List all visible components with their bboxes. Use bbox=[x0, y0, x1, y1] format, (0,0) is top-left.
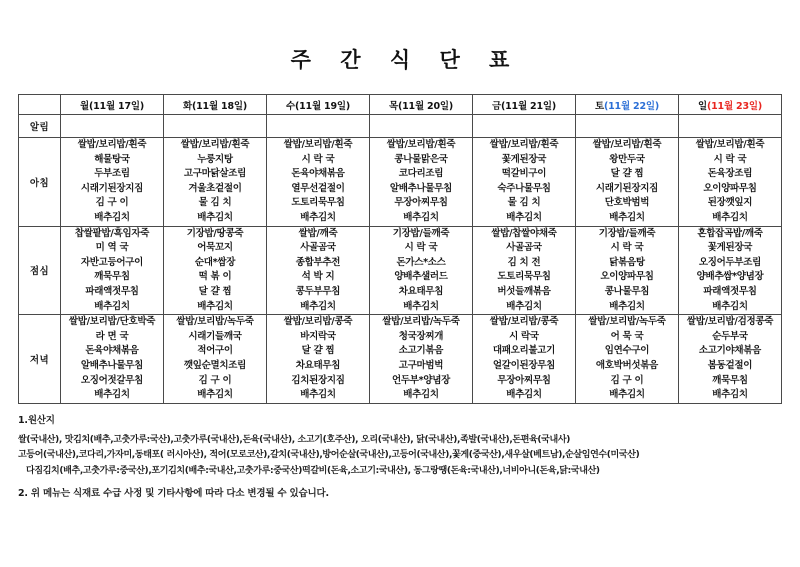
meal-cell-저녁-sat bbox=[576, 315, 679, 404]
dish-item: 콩두부무침 bbox=[295, 285, 341, 297]
dish-item: 배추김치 bbox=[300, 211, 336, 223]
dish-item: 콩나물맑은국 bbox=[394, 153, 448, 165]
dish-item: 바지락국 bbox=[300, 330, 336, 342]
dish-item: 무장아찌무침 bbox=[394, 197, 448, 209]
meal-cell-저녁-fri bbox=[473, 315, 576, 404]
dish-item: 미 역 국 bbox=[95, 242, 129, 254]
table-header bbox=[19, 95, 782, 115]
column-header-sat bbox=[576, 95, 679, 115]
table-body bbox=[19, 115, 782, 404]
dish-item: 물 김 치 bbox=[198, 197, 232, 209]
dish-item: 배추김치 bbox=[403, 389, 439, 401]
dish-item: 오이양파무침 bbox=[600, 271, 654, 283]
meal-cell-아침-fri bbox=[473, 138, 576, 227]
dish-item: 순대*쌈장 bbox=[194, 256, 236, 268]
dish-item: 기장밥/땅콩죽 bbox=[186, 227, 244, 239]
dish-item: 배추김치 bbox=[300, 300, 336, 312]
day-date-mon: (11월 17일) bbox=[88, 100, 144, 112]
meal-cell-아침-thu bbox=[370, 138, 473, 227]
dish-item: 겨울초겉절이 bbox=[188, 182, 242, 194]
dish-item: 자반고등어구이 bbox=[80, 256, 144, 268]
dish-item: 깨묵무침 bbox=[712, 374, 748, 386]
dish-item: 배추김치 bbox=[94, 389, 130, 401]
meal-cell-점심-mon bbox=[61, 226, 164, 315]
dish-item: 버섯들깨볶음 bbox=[497, 285, 551, 297]
meal-cell-저녁-sun bbox=[679, 315, 782, 404]
meal-cell-알림-fri bbox=[473, 115, 576, 138]
dish-item: 된장깻잎지 bbox=[707, 197, 753, 209]
day-name-sun: 일 bbox=[698, 100, 707, 112]
dish-item: 언두부*양념장 bbox=[392, 374, 450, 386]
dish-item: 쌀밥/보리밥/검정콩죽 bbox=[686, 316, 774, 328]
dish-item: 기장밥/들깨죽 bbox=[392, 227, 450, 239]
dish-item: 배추김치 bbox=[609, 300, 645, 312]
dish-item: 쌀밥/보리밥/흰죽 bbox=[489, 139, 559, 150]
dish-item: 꽃게된장국 bbox=[501, 153, 547, 165]
origin-line-3: 다짐김치(배추,고춧가루:중국산),포기김치(배추:국내산,고춧가루:중국산)떡갈비(돈육,소고기:국내산), 동그랑땡(돈육:국내산),너비아니(돈육,닭:국내산) bbox=[26, 465, 600, 476]
table-row-저녁 bbox=[19, 315, 782, 404]
dish-item: 배추김치 bbox=[506, 211, 542, 223]
dish-item: 쌀밥/보리밥/흰죽 bbox=[283, 139, 353, 150]
column-header-tue bbox=[164, 95, 267, 115]
column-header-sun bbox=[679, 95, 782, 115]
dish-item: 배추김치 bbox=[609, 211, 645, 223]
dish-item: 열무선겉절이 bbox=[291, 182, 345, 194]
column-header-mon bbox=[61, 95, 164, 115]
dish-item: 배추김치 bbox=[403, 300, 439, 312]
day-date-tue: (11월 18일) bbox=[191, 100, 247, 112]
meal-cell-점심-thu bbox=[370, 226, 473, 315]
dish-item: 오징어두부조림 bbox=[698, 256, 762, 268]
origin-line-2: 고등어(국내산),코다리,가자미,동태포( 러시아산), 적어(모로코산),갈치(국내산),방어순살(국내산),고등어(국내산),꽃게(중국산),새우살(베트남),순살임연수(미국산) bbox=[18, 450, 640, 461]
meal-cell-저녁-thu bbox=[370, 315, 473, 404]
column-header-wed bbox=[267, 95, 370, 115]
day-name-tue: 화 bbox=[183, 100, 192, 112]
dish-item: 종합부추전 bbox=[295, 256, 341, 268]
dish-item: 적어구이 bbox=[197, 345, 233, 357]
dish-item: 시래기된장지짐 bbox=[80, 182, 144, 194]
dish-item: 쌀밥/보리밥/흰죽 bbox=[695, 139, 765, 150]
meal-cell-저녁-wed bbox=[267, 315, 370, 404]
meal-cell-점심-wed bbox=[267, 226, 370, 315]
dish-item: 사골곰국 bbox=[506, 242, 542, 254]
day-date-sat: (11월 22일) bbox=[603, 100, 659, 112]
dish-item: 돈육야채볶음 bbox=[291, 168, 345, 180]
table-row-점심 bbox=[19, 226, 782, 315]
origin-heading: 1.원산지 bbox=[18, 414, 55, 426]
dish-item: 김 구 이 bbox=[610, 374, 644, 386]
dish-item: 시 락 국 bbox=[713, 153, 747, 165]
dish-item: 고구마닭살조림 bbox=[183, 168, 247, 180]
day-name-wed: 수 bbox=[286, 100, 295, 112]
meal-cell-알림-wed bbox=[267, 115, 370, 138]
meal-cell-아침-tue bbox=[164, 138, 267, 227]
dish-item: 청국장찌개 bbox=[398, 330, 444, 342]
dish-item: 대패오리불고기 bbox=[492, 345, 556, 357]
dish-item: 차요태무침 bbox=[398, 285, 444, 297]
corner-cell bbox=[19, 95, 61, 115]
dish-item: 파래액젓무침 bbox=[85, 285, 139, 297]
dish-item: 어 묵 국 bbox=[610, 330, 644, 342]
dish-item: 순두부국 bbox=[712, 330, 748, 342]
dish-item: 해물탕국 bbox=[94, 153, 130, 165]
dish-item: 임연수구이 bbox=[604, 345, 650, 357]
day-name-mon: 월 bbox=[80, 100, 89, 112]
dish-item: 왕만두국 bbox=[609, 153, 645, 165]
dish-item: 시 락 국 bbox=[610, 242, 644, 254]
dish-item: 누룽지탕 bbox=[197, 153, 233, 165]
dish-item: 어묵꼬지 bbox=[197, 242, 233, 254]
day-date-fri: (11월 21일) bbox=[500, 100, 556, 112]
row-label-저녁: 저녁 bbox=[19, 315, 61, 404]
dish-item: 배추김치 bbox=[94, 211, 130, 223]
dish-item: 시래기들깨국 bbox=[188, 330, 242, 342]
meal-cell-저녁-tue bbox=[164, 315, 267, 404]
day-date-sun: (11월 23일) bbox=[706, 100, 762, 112]
day-name-fri: 금 bbox=[492, 100, 501, 112]
dish-item: 돈가스*소스 bbox=[396, 256, 446, 268]
dish-item: 알배추나물무침 bbox=[389, 182, 453, 194]
dish-item: 김치된장지짐 bbox=[291, 374, 345, 386]
dish-item: 물 김 치 bbox=[507, 197, 541, 209]
dish-item: 콩나물무침 bbox=[604, 285, 650, 297]
day-name-thu: 목 bbox=[389, 100, 398, 112]
day-date-wed: (11월 19일) bbox=[294, 100, 350, 112]
dish-item: 양배추샐러드 bbox=[394, 271, 448, 283]
meal-cell-알림-thu bbox=[370, 115, 473, 138]
dish-item: 소고기볶음 bbox=[398, 345, 444, 357]
dish-item: 배추김치 bbox=[712, 211, 748, 223]
dish-item: 배추김치 bbox=[506, 389, 542, 401]
dish-item: 쌀밥/보리밥/콩죽 bbox=[283, 316, 353, 328]
dish-item: 도토리묵무침 bbox=[291, 197, 345, 209]
dish-item: 알배추나물무침 bbox=[80, 359, 144, 371]
dish-item: 얼갈이된장무침 bbox=[492, 359, 556, 371]
row-label-아침: 아침 bbox=[19, 138, 61, 227]
dish-item: 시래기된장지짐 bbox=[595, 182, 659, 194]
dish-item: 쌀밥/보리밥/녹두죽 bbox=[588, 316, 666, 328]
dish-item: 파래액젓무침 bbox=[703, 285, 757, 297]
table-row-알림 bbox=[19, 115, 782, 138]
dish-item: 두부조림 bbox=[94, 168, 130, 180]
dish-item: 애호박버섯볶음 bbox=[595, 359, 659, 371]
dish-item: 라 면 국 bbox=[95, 330, 129, 342]
dish-item: 차요태무침 bbox=[295, 359, 341, 371]
dish-item: 배추김치 bbox=[712, 300, 748, 312]
dish-item: 봄동겉절이 bbox=[707, 359, 753, 371]
dish-item: 달 걀 찜 bbox=[198, 285, 232, 297]
notes-section bbox=[18, 404, 782, 502]
row-label-알림: 알림 bbox=[19, 115, 61, 138]
dish-item: 김 치 전 bbox=[507, 256, 541, 268]
dish-item: 사골곰국 bbox=[300, 242, 336, 254]
dish-item: 단호박범벅 bbox=[604, 197, 650, 209]
dish-item: 꽃게된장국 bbox=[707, 242, 753, 254]
dish-item: 석 박 지 bbox=[301, 271, 335, 283]
dish-item: 시 락 국 bbox=[301, 153, 335, 165]
dish-item: 배추김치 bbox=[300, 389, 336, 401]
meal-cell-아침-sat bbox=[576, 138, 679, 227]
dish-item: 돈육장조림 bbox=[707, 168, 753, 180]
dish-item: 배추김치 bbox=[197, 211, 233, 223]
dish-item: 배추김치 bbox=[609, 389, 645, 401]
dish-item: 배추김치 bbox=[197, 389, 233, 401]
dish-item: 떡갈비구이 bbox=[501, 168, 547, 180]
dish-item: 김 구 이 bbox=[95, 197, 129, 209]
dish-item: 찹쌀팥밥/흑임자죽 bbox=[74, 227, 150, 239]
meal-cell-알림-sat bbox=[576, 115, 679, 138]
dish-item: 돈육야채볶음 bbox=[85, 345, 139, 357]
dish-item: 배추김치 bbox=[403, 211, 439, 223]
column-header-fri bbox=[473, 95, 576, 115]
dish-item: 쌀밥/보리밥/녹두죽 bbox=[382, 316, 460, 328]
dish-item: 깻잎순멸치조림 bbox=[183, 359, 247, 371]
dish-item: 쌀밥/보리밥/흰죽 bbox=[592, 139, 662, 150]
dish-item: 배추김치 bbox=[712, 389, 748, 401]
dish-item: 배추김치 bbox=[94, 300, 130, 312]
dish-item: 소고기야채볶음 bbox=[698, 345, 762, 357]
origin-line-1: 쌀(국내산), 맛김치(배추,고춧가루:국산),고춧가루(국내산),돈육(국내산), 소고기(호주산), 오리(국내산), 닭(국내산),족발(국내산),돈편육(국내사) bbox=[18, 434, 570, 445]
meal-cell-알림-mon bbox=[61, 115, 164, 138]
dish-item: 고구마범벅 bbox=[398, 359, 444, 371]
dish-item: 시 락 국 bbox=[404, 242, 438, 254]
dish-item: 배추김치 bbox=[506, 300, 542, 312]
dish-item: 쌀밥/보리밥/콩죽 bbox=[489, 316, 559, 328]
meal-cell-저녁-mon bbox=[61, 315, 164, 404]
dish-item: 달 걀 찜 bbox=[301, 345, 335, 357]
change-notice: 2. 위 메뉴는 식재료 수급 사정 및 기타사항에 따라 다소 변경될 수 있습니다. bbox=[18, 488, 329, 500]
day-date-thu: (11월 20일) bbox=[397, 100, 453, 112]
page-title: 주 간 식 단 표 bbox=[290, 48, 521, 72]
meal-cell-알림-tue bbox=[164, 115, 267, 138]
dish-item: 깨묵무침 bbox=[94, 271, 130, 283]
column-header-thu bbox=[370, 95, 473, 115]
weekly-menu-table bbox=[18, 94, 782, 404]
dish-item: 김 구 이 bbox=[198, 374, 232, 386]
dish-item: 오이양파무침 bbox=[703, 182, 757, 194]
dish-item: 닭볶음탕 bbox=[609, 256, 645, 268]
meal-cell-점심-sat bbox=[576, 226, 679, 315]
dish-item: 혼합잡곡밥/깨죽 bbox=[697, 227, 763, 239]
row-label-점심: 점심 bbox=[19, 226, 61, 315]
meal-cell-알림-sun bbox=[679, 115, 782, 138]
dish-item: 쌀밥/깨죽 bbox=[298, 227, 338, 239]
dish-item: 오징어젓갈무침 bbox=[80, 374, 144, 386]
dish-item: 쌀밥/보리밥/단호박죽 bbox=[68, 316, 156, 328]
dish-item: 숙주나물무침 bbox=[497, 182, 551, 194]
dish-item: 시 락국 bbox=[509, 330, 539, 342]
meal-cell-아침-sun bbox=[679, 138, 782, 227]
meal-cell-아침-wed bbox=[267, 138, 370, 227]
table-row-아침 bbox=[19, 138, 782, 227]
meal-cell-점심-tue bbox=[164, 226, 267, 315]
dish-item: 도토리묵무침 bbox=[497, 271, 551, 283]
dish-item: 쌀밥/보리밥/녹두죽 bbox=[176, 316, 254, 328]
dish-item: 쌀밥/보리밥/흰죽 bbox=[386, 139, 456, 150]
dish-item: 떡 볶 이 bbox=[198, 271, 232, 283]
meal-cell-점심-fri bbox=[473, 226, 576, 315]
meal-cell-아침-mon bbox=[61, 138, 164, 227]
dish-item: 쌀밥/보리밥/흰죽 bbox=[77, 139, 147, 150]
dish-item: 쌀밥/찹쌀야채죽 bbox=[491, 227, 557, 239]
dish-item: 쌀밥/보리밥/흰죽 bbox=[180, 139, 250, 150]
dish-item: 달 걀 찜 bbox=[610, 168, 644, 180]
dish-item: 무장아찌무침 bbox=[497, 374, 551, 386]
header-row bbox=[19, 95, 782, 115]
day-name-sat: 토 bbox=[595, 100, 604, 112]
dish-item: 기장밥/들깨죽 bbox=[598, 227, 656, 239]
dish-item: 배추김치 bbox=[197, 300, 233, 312]
dish-item: 코다리조림 bbox=[398, 168, 444, 180]
dish-item: 양배추쌈*양념장 bbox=[696, 271, 764, 283]
meal-cell-점심-sun bbox=[679, 226, 782, 315]
